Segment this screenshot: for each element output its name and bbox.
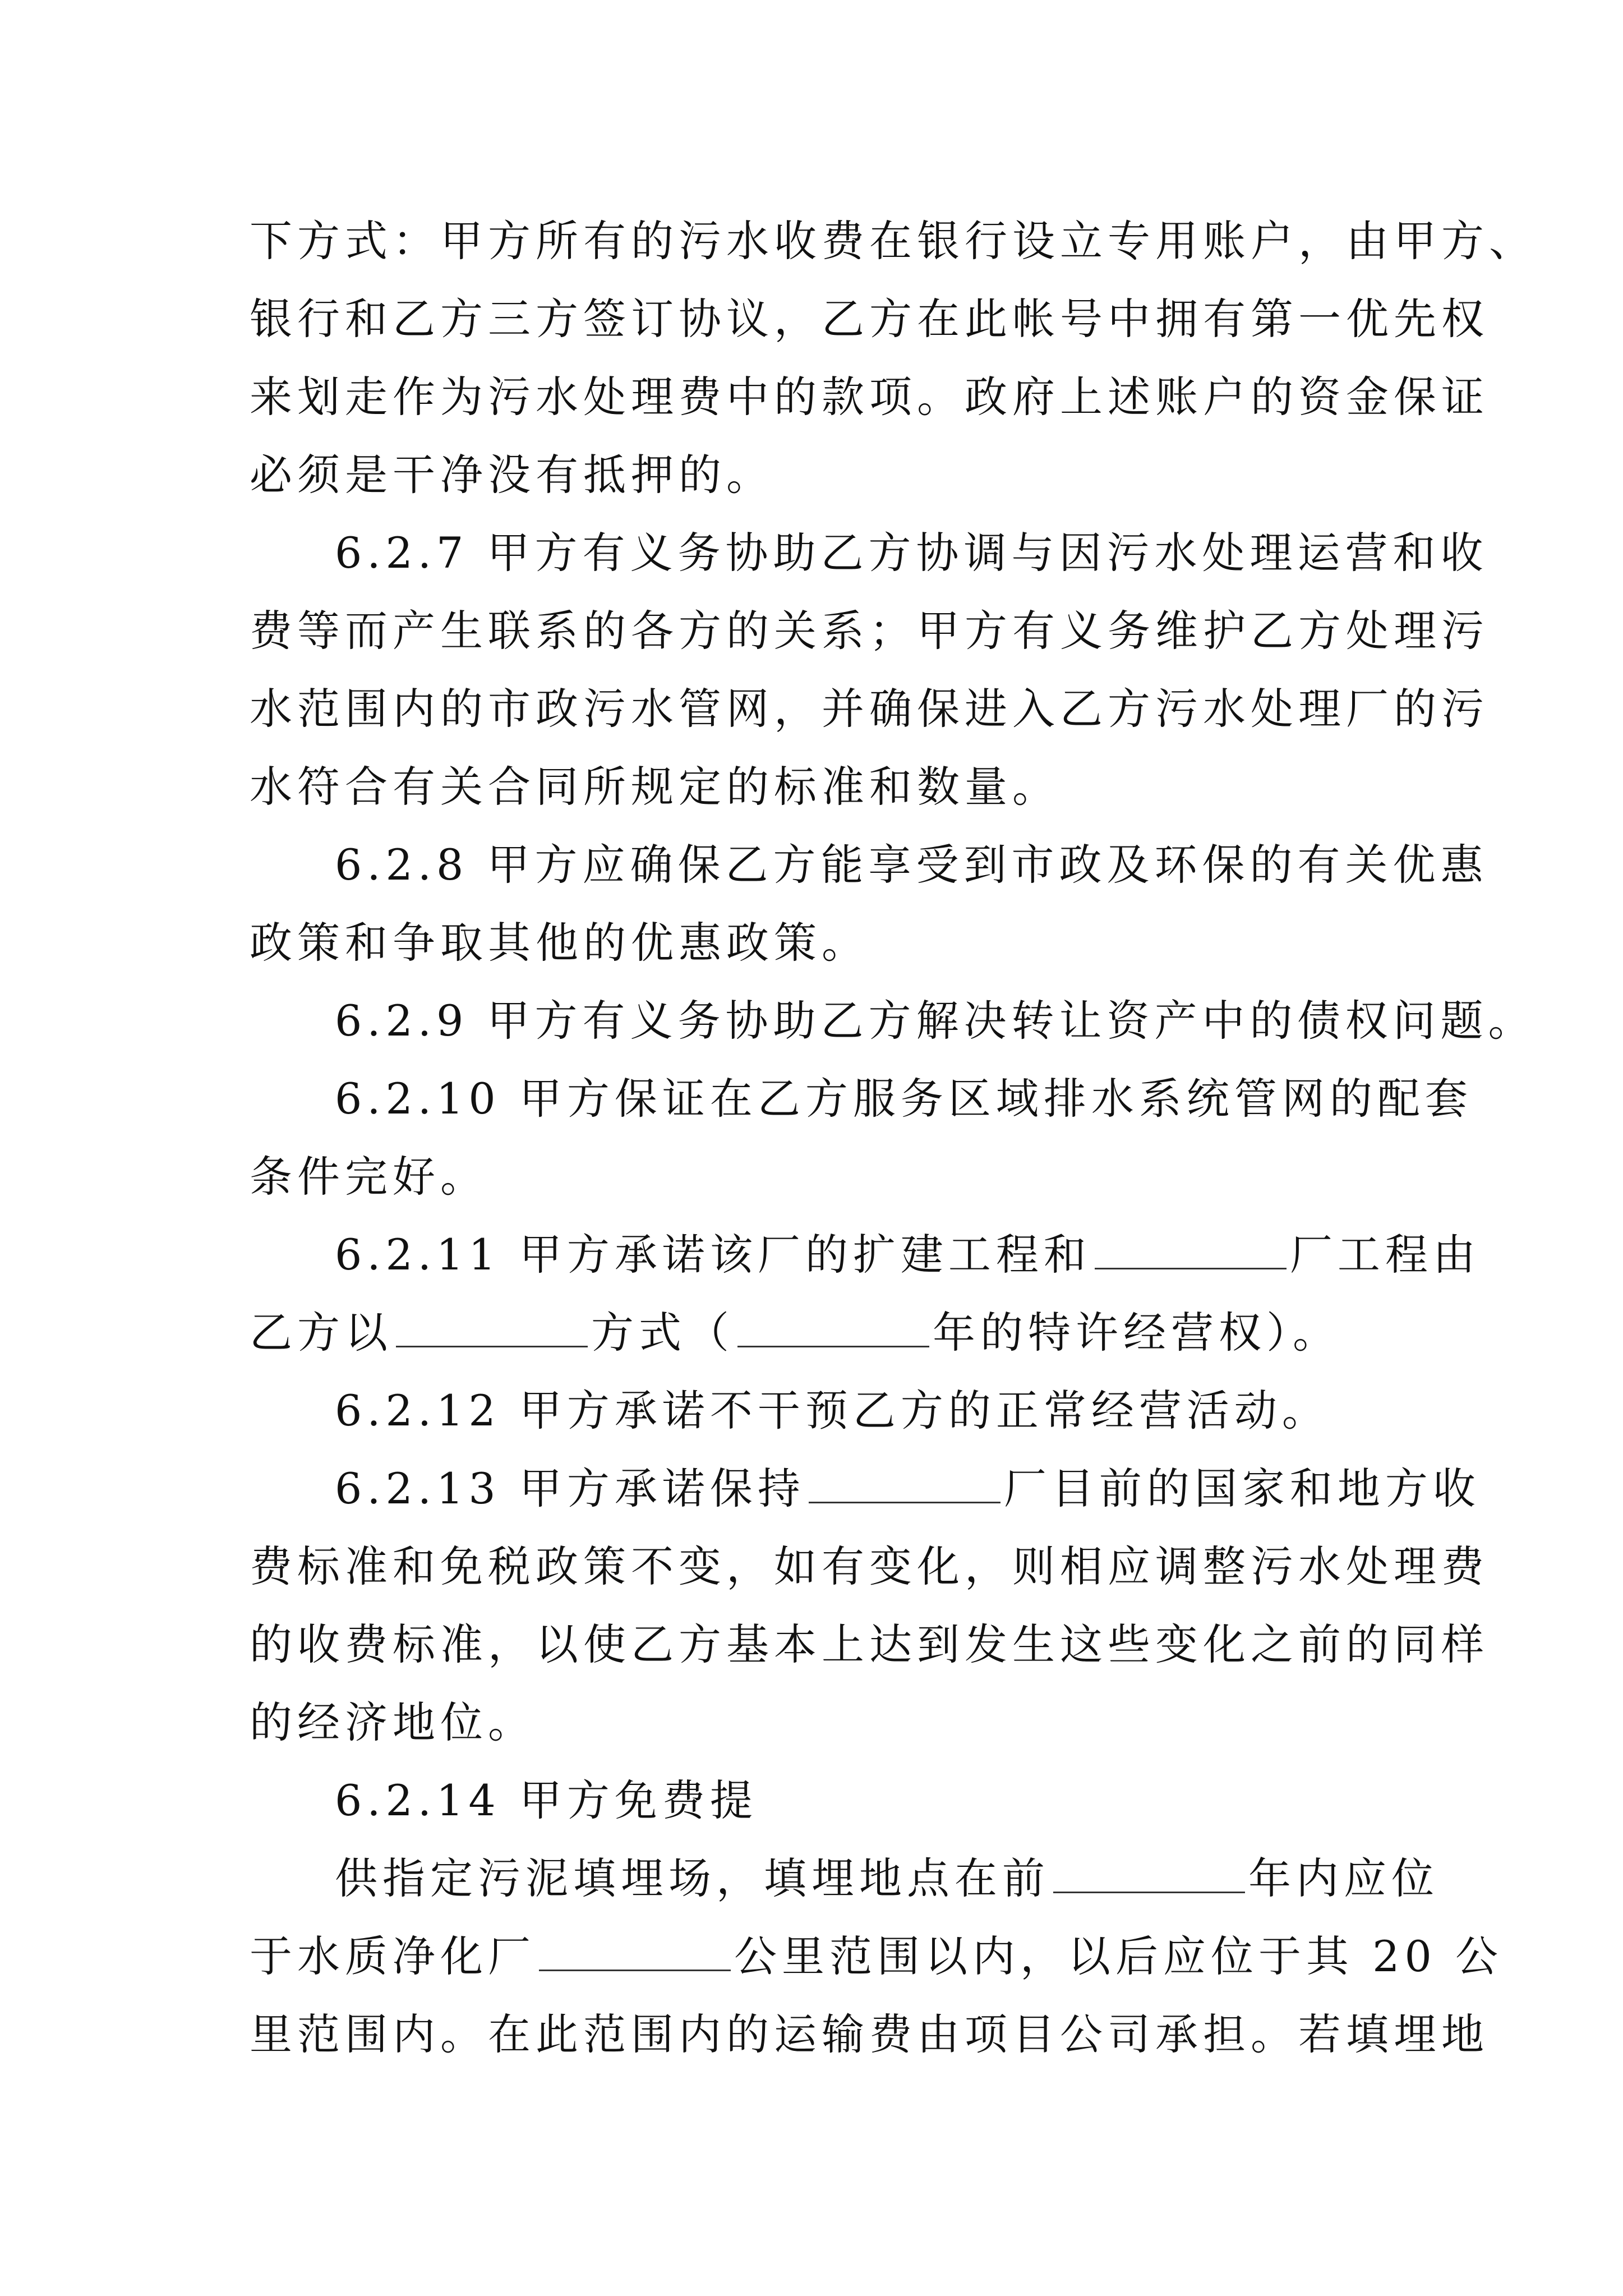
clause-6-2-12: 6.2.12 甲方承诺不干预乙方的正常经营活动。 bbox=[335, 1386, 1330, 1435]
fill-in-blank bbox=[396, 1311, 588, 1347]
clause-6-2-13 bbox=[250, 1450, 1481, 1527]
text-line bbox=[250, 1839, 1439, 1917]
text-segment: 于水质净化厂 bbox=[250, 1931, 536, 1981]
text-line: 的收费标准，以使乙方基本上达到发生这些变化之前的同样 bbox=[250, 1619, 1489, 1669]
fill-in-blank bbox=[1095, 1233, 1287, 1269]
text-segment: 厂目前的国家和地方收 bbox=[1003, 1464, 1481, 1513]
document-body bbox=[250, 202, 1537, 2073]
text-segment: 6.2.11 甲方承诺该厂的扩建工程和 bbox=[335, 1230, 1091, 1280]
text-segment: 年的特许经营权）。 bbox=[933, 1308, 1340, 1358]
text-line: 水范围内的市政污水管网，并确保进入乙方污水处理厂的污 bbox=[250, 684, 1489, 734]
text-line: 下方式：甲方所有的污水收费在银行设立专用账户，由甲方、 bbox=[250, 216, 1537, 266]
text-segment: 公里范围以内，以后应位于其 20 公 bbox=[734, 1931, 1504, 1981]
text-segment: 6.2.13 甲方承诺保持 bbox=[335, 1464, 805, 1513]
text-line: 水符合有关合同所规定的标准和数量。 bbox=[250, 762, 1060, 812]
text-segment: 供指定污泥填埋场，填埋地点在前 bbox=[335, 1853, 1050, 1903]
text-line: 里范围内。在此范围内的运输费由项目公司承担。若填埋地 bbox=[250, 2009, 1489, 2059]
text-line: 条件完好。 bbox=[250, 1152, 488, 1202]
clause-6-2-8: 6.2.8 甲方应确保乙方能享受到市政及环保的有关优惠 bbox=[335, 840, 1488, 890]
fill-in-blank bbox=[737, 1311, 929, 1347]
text-line: 费等而产生联系的各方的关系；甲方有义务维护乙方处理污 bbox=[250, 606, 1489, 656]
text-segment: 年内应位 bbox=[1248, 1853, 1439, 1903]
clause-6-2-9: 6.2.9 甲方有义务协助乙方解决转让资产中的债权问题。 bbox=[335, 996, 1536, 1046]
clause-6-2-14: 6.2.14 甲方免费提 bbox=[335, 1775, 758, 1825]
text-line: 银行和乙方三方签订协议，乙方在此帐号中拥有第一优先权 bbox=[250, 294, 1489, 344]
text-line: 来划走作为污水处理费中的款项。政府上述账户的资金保证 bbox=[250, 372, 1489, 422]
clause-6-2-7: 6.2.7 甲方有义务协助乙方协调与因污水处理运营和收 bbox=[335, 528, 1488, 578]
text-segment: 乙方以 bbox=[250, 1308, 393, 1358]
text-segment: 厂工程由 bbox=[1289, 1230, 1481, 1280]
text-line bbox=[250, 1294, 1388, 1372]
fill-in-blank bbox=[1053, 1857, 1245, 1893]
clause-6-2-11 bbox=[250, 1216, 1481, 1294]
text-line: 必须是干净没有抵押的。 bbox=[250, 450, 774, 500]
text-segment: 方式（ bbox=[591, 1308, 734, 1358]
fill-in-blank bbox=[539, 1935, 731, 1971]
text-line: 费标准和免税政策不变，如有变化，则相应调整污水处理费 bbox=[250, 1542, 1489, 1591]
text-line: 的经济地位。 bbox=[250, 1697, 536, 1747]
text-line: 政策和争取其他的优惠政策。 bbox=[250, 918, 869, 968]
text-line bbox=[250, 1917, 1504, 1995]
fill-in-blank bbox=[809, 1467, 1000, 1503]
clause-6-2-10: 6.2.10 甲方保证在乙方服务区域排水系统管网的配套 bbox=[335, 1074, 1473, 1124]
